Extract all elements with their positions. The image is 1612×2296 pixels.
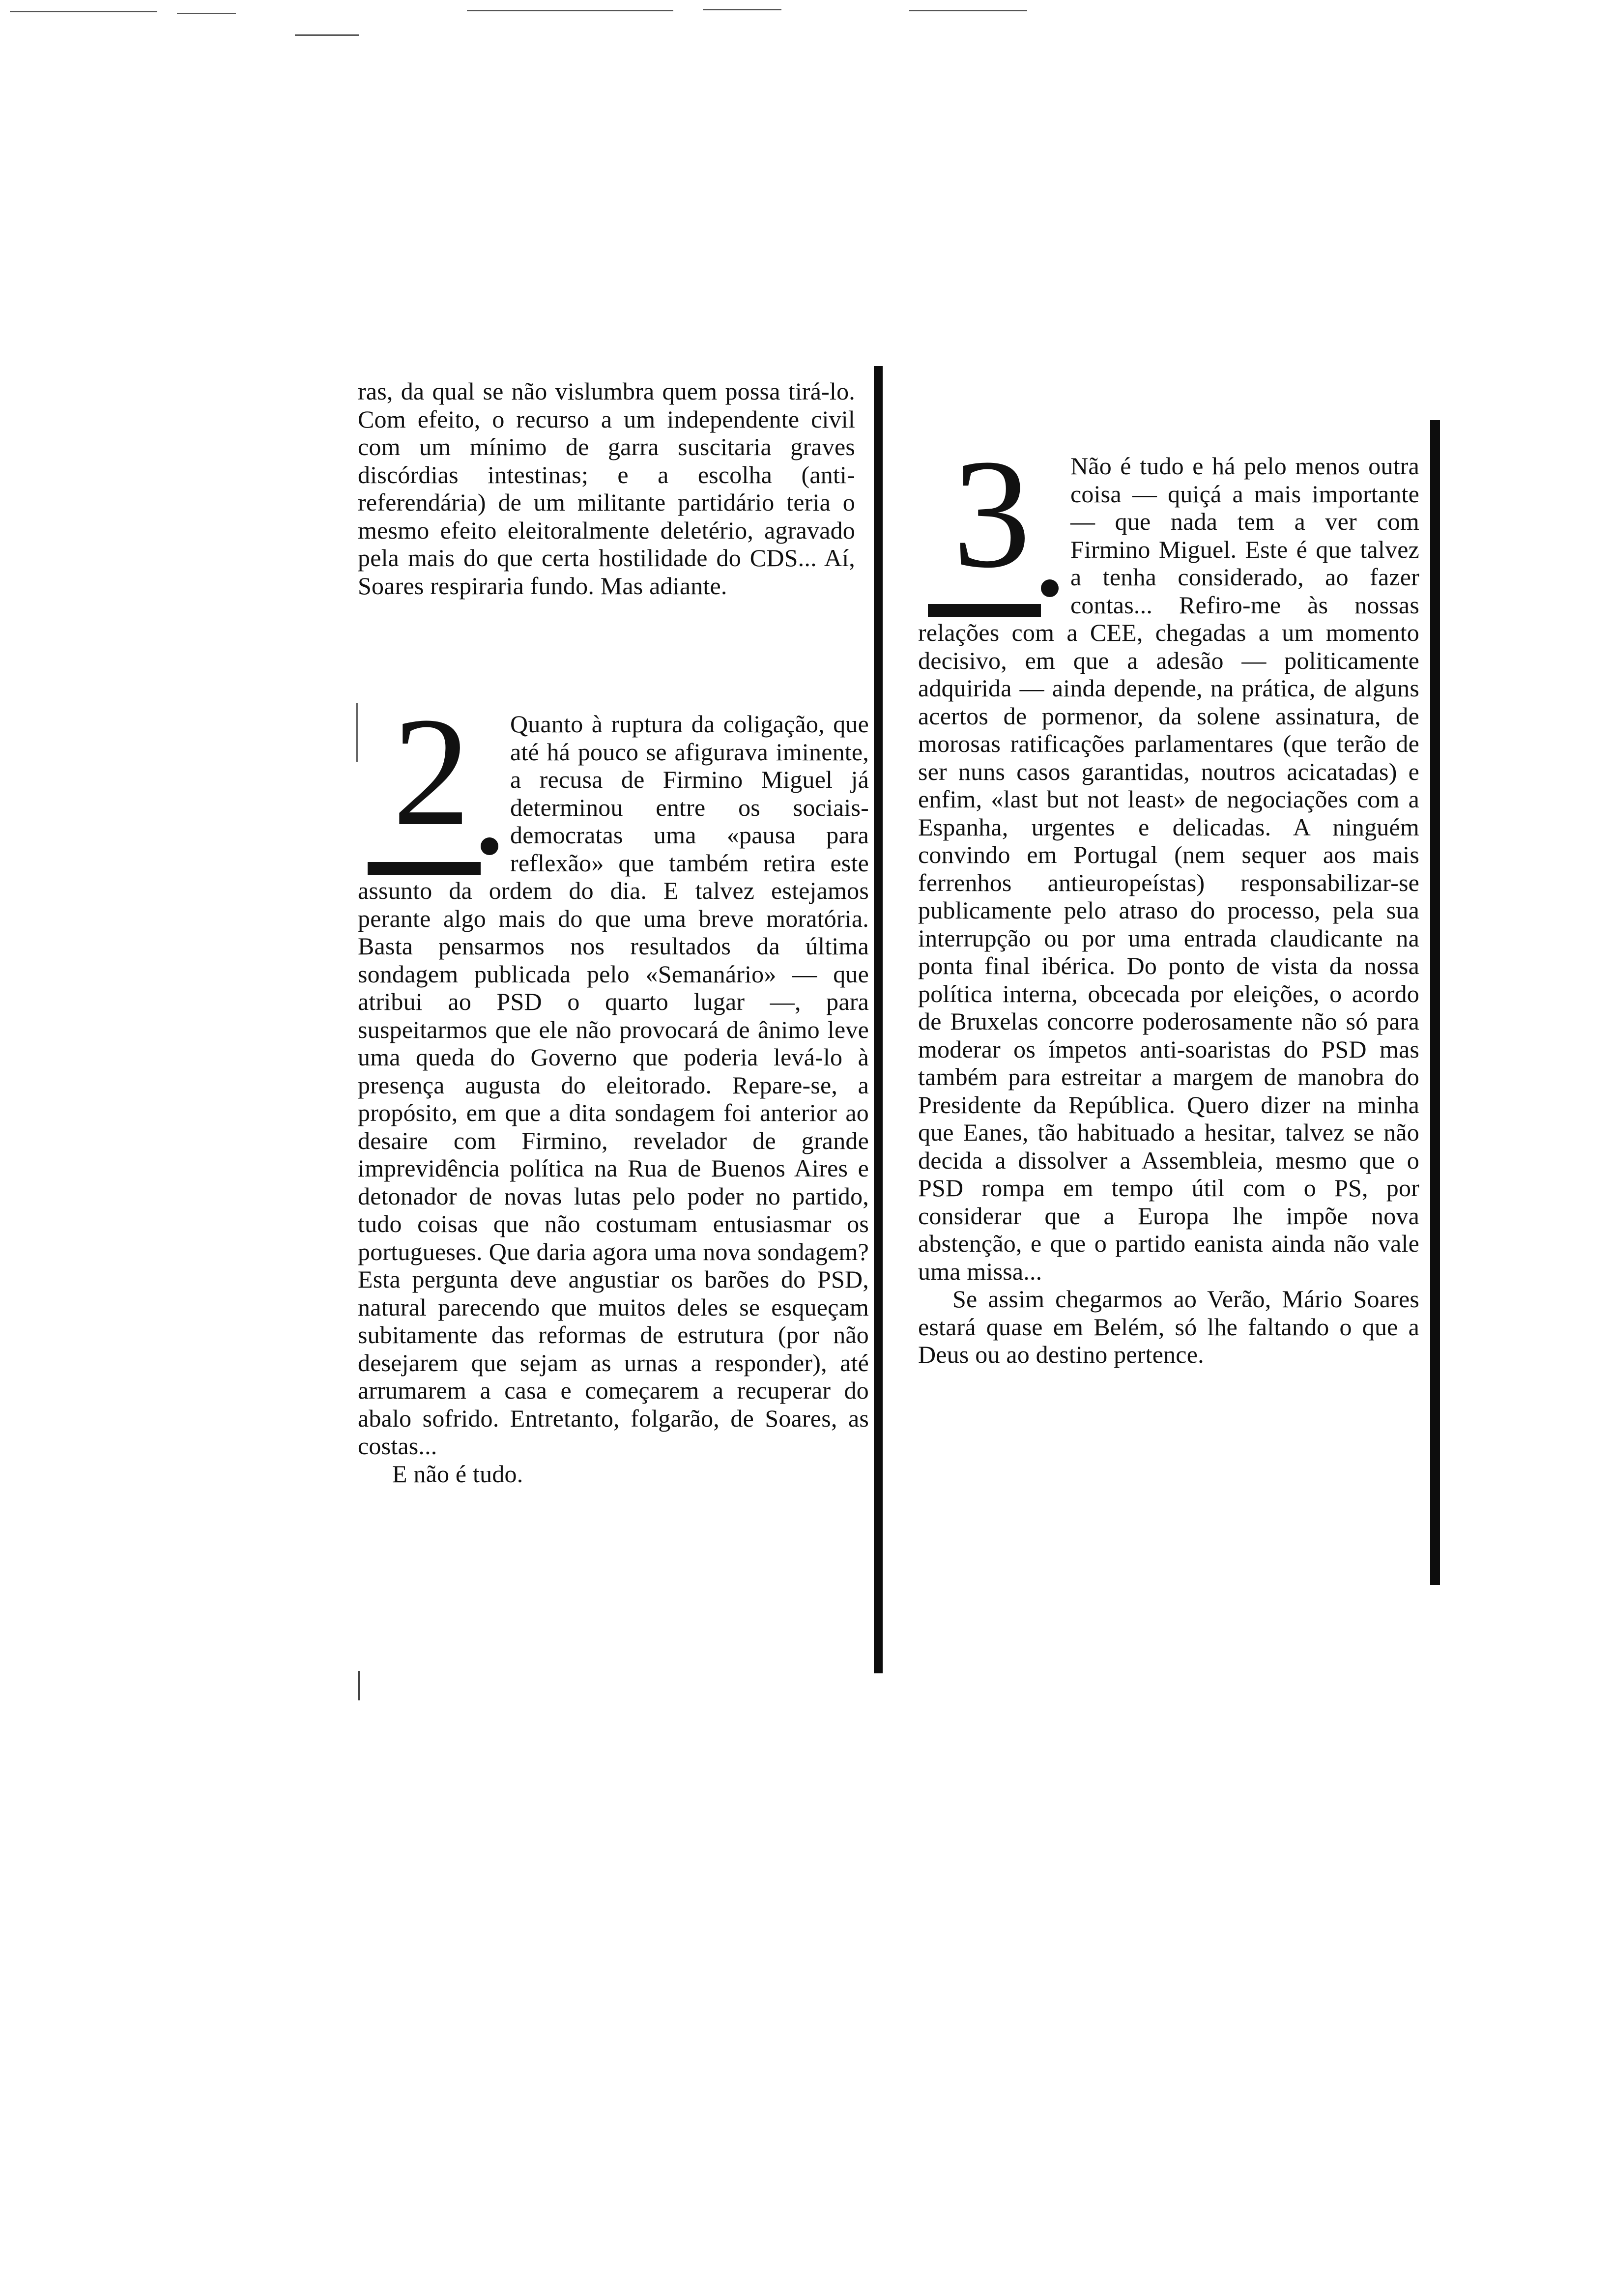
section-2-numeral (358, 685, 505, 875)
left-column-rule (874, 366, 883, 1673)
scan-artifact-line (703, 9, 781, 10)
section-2 (358, 685, 869, 1488)
numeral-dot (1041, 579, 1059, 597)
section-2-paragraph: Quanto à ruptura da coligação, que até há pouco se afigurava iminente, a recusa de Firmino Miguel já determinou entre os sociais-democratas uma «pausa para reflexão» que também retira este assunto da ordem do dia. E talvez estejamos perante algo mais do que uma breve moratória. Basta pensarmos nos resultados da última sondagem publicada pelo «Semanário» — que atribui ao PSD o quarto lugar —, para suspeitarmos que ele não provocará de ânimo leve uma queda do Governo que poderia levá-lo à presença augusta do eleitorado. Repare-se, a propósito, em que a dita sondagem foi anterior ao desaire com Firmino, revelador de grande imprevidência política na Rua de Buenos Aires e detonador de novas lutas pelo poder no partido, tudo coisas que não costumam entusiasmar os portugueses. Que daria agora uma nova sondagem? Esta pergunta deve angustiar os barões do PSD, natural parecendo que muitos deles se esqueçam subitamente das reformas de estrutura (por não desejarem que sejam as urnas a responder), até arrumarem a casa e começarem a recuperar do abalo sofrido. Entretanto, folgarão, de Soares, as costas... (358, 710, 869, 1460)
scan-artifact-line (177, 13, 236, 14)
scan-artifact-line (295, 34, 359, 36)
numeral-underbar (928, 604, 1041, 617)
scan-artifact-line (10, 11, 157, 12)
section-2-numeral-text: 2 (392, 685, 471, 858)
numeral-underbar (368, 862, 481, 875)
section-2-closing-line: E não é tudo. (392, 1460, 523, 1488)
continuation-column (358, 377, 855, 600)
left-margin-tick (358, 1671, 360, 1700)
continuation-paragraph: ras, da qual se não vislumbra quem possa tirá-lo. Com efeito, o recurso a um independente civil com um mínimo de garra suscitaria graves discórdias intestinas; e a escolha (anti-referendária) de um militante partidário teria o mesmo efeito eleitoralmente deletério, agravado pela mais do que certa hostilidade do CDS... Aí, Soares respiraria fundo. Mas adiante. (358, 377, 855, 600)
section-3-numeral-text: 3 (952, 427, 1031, 600)
section-3-paragraph: Não é tudo e há pelo menos outra coisa — quiçá a mais importante — que nada tem a ver com Firmino Miguel. Este é que talvez a tenha considerado, ao fazer contas... Refiro-me às nossas relações com a CEE, chegadas a um momento decisivo, em que a adesão — politicamente adquirida — ainda depende, na prática, de alguns acertos de pormenor, da solene assinatura, de morosas ratificações parlamentares (que terão de ser nuns casos garantidas, noutros acicatadas) e enfim, «last but not least» de negociações com a Espanha, urgentes e delicadas. A ninguém convindo em Portugal (nem sequer aos mais ferrenhos antieuropeístas) responsabilizar-se publicamente pelo atraso do processo, pela sua interrupção ou por uma entrada claudicante na ponta final ibérica. Do ponto de vista da nossa política interna, obcecada por eleições, o acordo de Bruxelas concorre poderosamente não só para moderar os ímpetos anti-soaristas do PSD mas também para estreitar a margem de manobra do Presidente da República. Quero dizer na minha que Eanes, tão habituado a hesitar, talvez se não decida a dissolver a Assembleia, mesmo que o PSD rompa em tempo útil com o PS, por considerar que a Europa lhe impõe nova abstenção, e que o partido eanista ainda não vale uma missa... (918, 452, 1419, 1285)
section-3-numeral (918, 427, 1065, 617)
section-3-final-paragraph: Se assim chegarmos ao Verão, Mário Soares estará quase em Belém, só lhe faltando o que a Deus ou ao destino pertence. (918, 1285, 1419, 1368)
numeral-dot (481, 837, 498, 855)
scan-artifact-line (909, 10, 1027, 11)
section-3 (918, 427, 1419, 1369)
right-column-rule (1430, 420, 1440, 1585)
scan-artifact-line (467, 10, 673, 11)
